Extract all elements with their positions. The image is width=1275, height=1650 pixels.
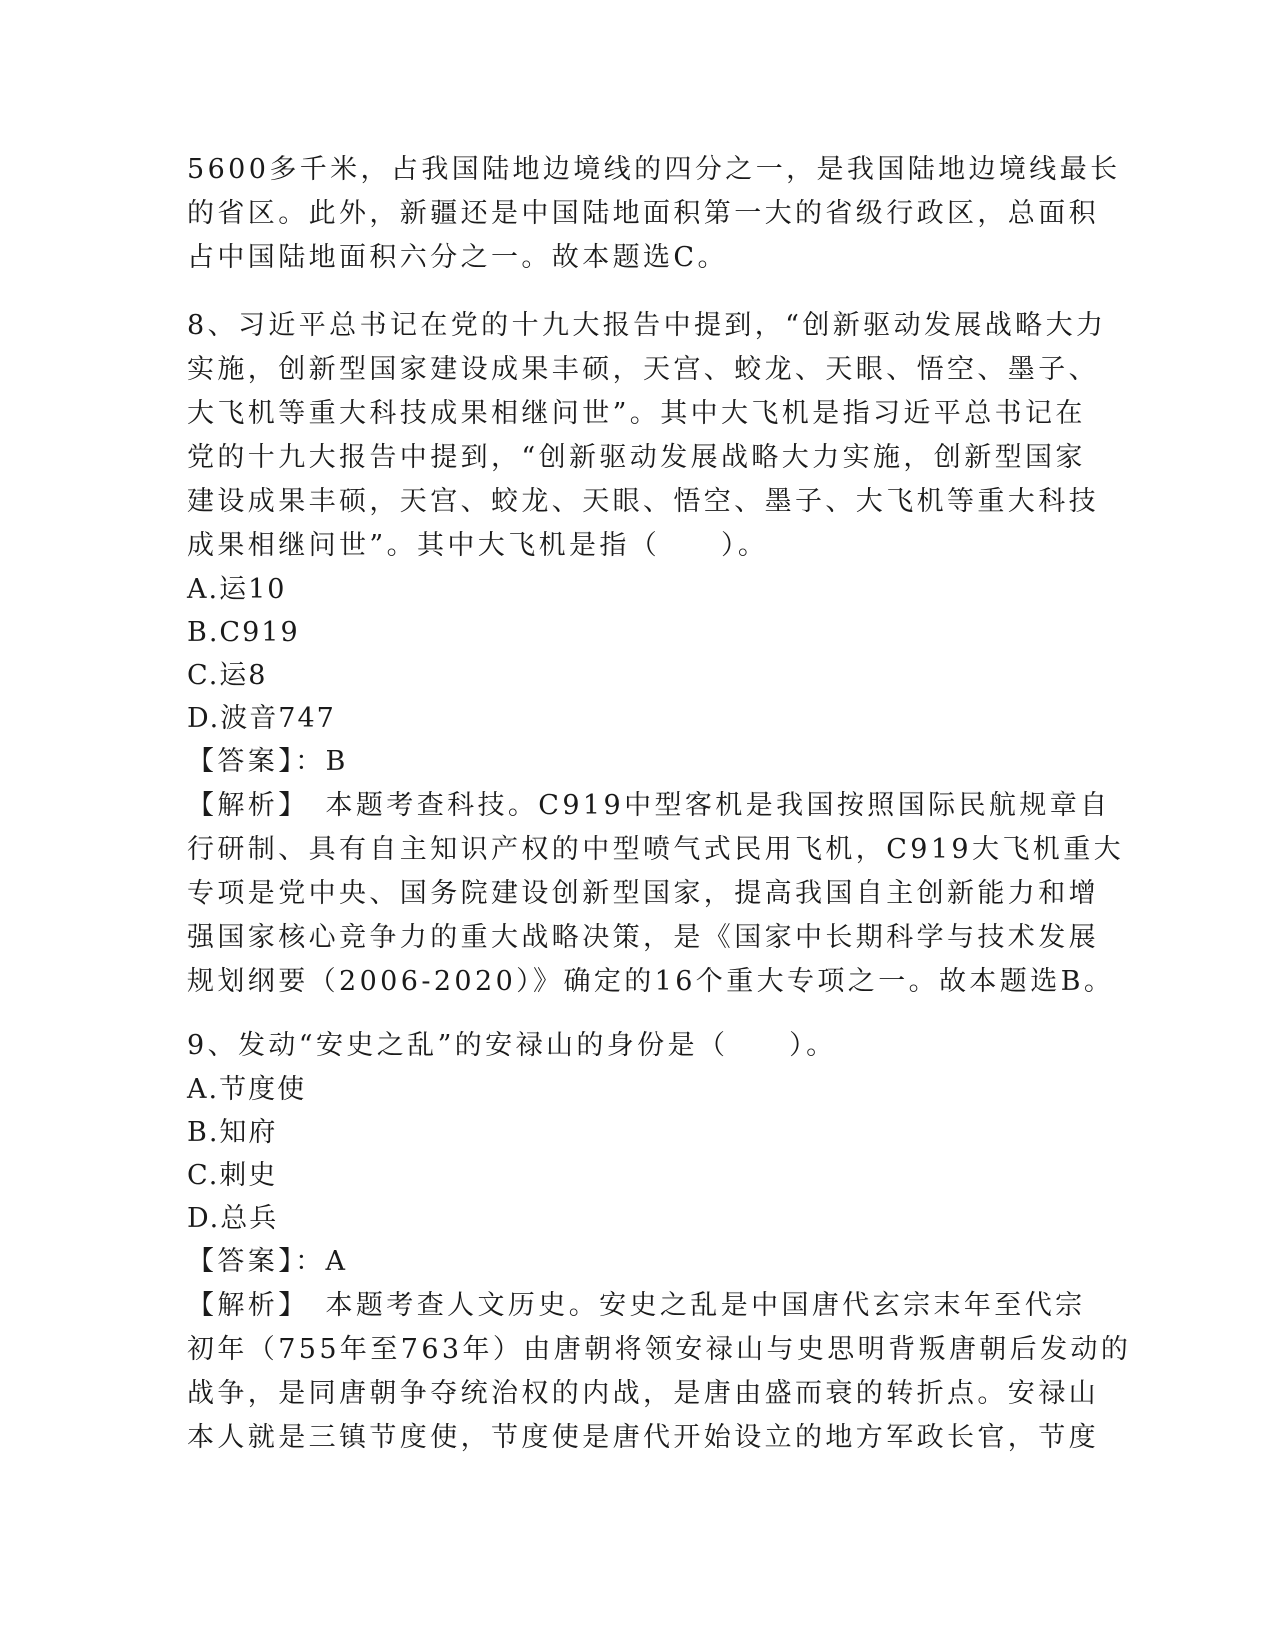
analysis <box>187 784 1124 1004</box>
text-line: 本人就是三镇节度使，节度使是唐代开始设立的地方军政长官，节度 <box>187 1422 1099 1453</box>
text-line: 战争，是同唐朝争夺统治权的内战，是唐由盛而衰的转折点。安禄山 <box>187 1378 1099 1409</box>
text-line: 实施，创新型国家建设成果丰硕，天宫、蛟龙、天眼、悟空、墨子、 <box>187 354 1099 385</box>
text-line: 专项是党中央、国务院建设创新型国家，提高我国自主创新能力和增 <box>187 878 1099 909</box>
option-a: A.运10 <box>187 574 287 605</box>
text-line: 初年（755年至763年）由唐朝将领安禄山与史思明背叛唐朝后发动的 <box>187 1334 1132 1365</box>
text-line: 建设成果丰硕，天宫、蛟龙、天眼、悟空、墨子、大飞机等重大科技 <box>187 486 1099 517</box>
question-stem <box>187 304 1107 568</box>
option-b: B.C919 <box>187 617 300 648</box>
text-line: 的省区。此外，新疆还是中国陆地面积第一大的省级行政区，总面积 <box>187 198 1099 229</box>
question-8 <box>187 304 1124 1004</box>
option-c: C.运8 <box>187 660 268 691</box>
analysis <box>187 1284 1132 1460</box>
question-9 <box>187 1024 1132 1460</box>
text-line: 8、习近平总书记在党的十九大报告中提到，“创新驱动发展战略大力 <box>187 310 1107 341</box>
option-a: A.节度使 <box>187 1074 307 1105</box>
text-line: 【解析】 本题考查人文历史。安史之乱是中国唐代玄宗末年至代宗 <box>187 1290 1086 1321</box>
text-line: 占中国陆地面积六分之一。故本题选C。 <box>187 242 728 273</box>
text-line: 5600多千米，占我国陆地边境线的四分之一，是我国陆地边境线最长 <box>187 154 1121 185</box>
text-line: 成果相继问世”。其中大飞机是指（ ）。 <box>187 530 769 561</box>
option-b: B.知府 <box>187 1117 278 1148</box>
option-list <box>187 568 1087 740</box>
option-d: D.总兵 <box>187 1203 279 1234</box>
text-line: 党的十九大报告中提到，“创新驱动发展战略大力实施，创新型国家 <box>187 442 1086 473</box>
document-page <box>187 148 1132 1460</box>
option-d: D.波音747 <box>187 703 336 734</box>
text-line: 规划纲要（2006-2020）》确定的16个重大专项之一。故本题选B。 <box>187 966 1115 997</box>
answer-line: 【答案】：B <box>187 746 349 777</box>
question-stem: 9、发动“安史之乱”的安禄山的身份是（ ）。 <box>187 1030 837 1061</box>
option-list <box>187 1068 1087 1240</box>
text-line: 行研制、具有自主知识产权的中型喷气式民用飞机，C919大飞机重大 <box>187 834 1124 865</box>
option-c: C.刺史 <box>187 1160 278 1191</box>
answer-line: 【答案】：A <box>187 1246 349 1277</box>
text-line: 大飞机等重大科技成果相继问世”。其中大飞机是指习近平总书记在 <box>187 398 1086 429</box>
text-line: 【解析】 本题考查科技。C919中型客机是我国按照国际民航规章自 <box>187 790 1111 821</box>
previous-analysis-continuation <box>187 148 1121 280</box>
text-line: 强国家核心竞争力的重大战略决策，是《国家中长期科学与技术发展 <box>187 922 1099 953</box>
